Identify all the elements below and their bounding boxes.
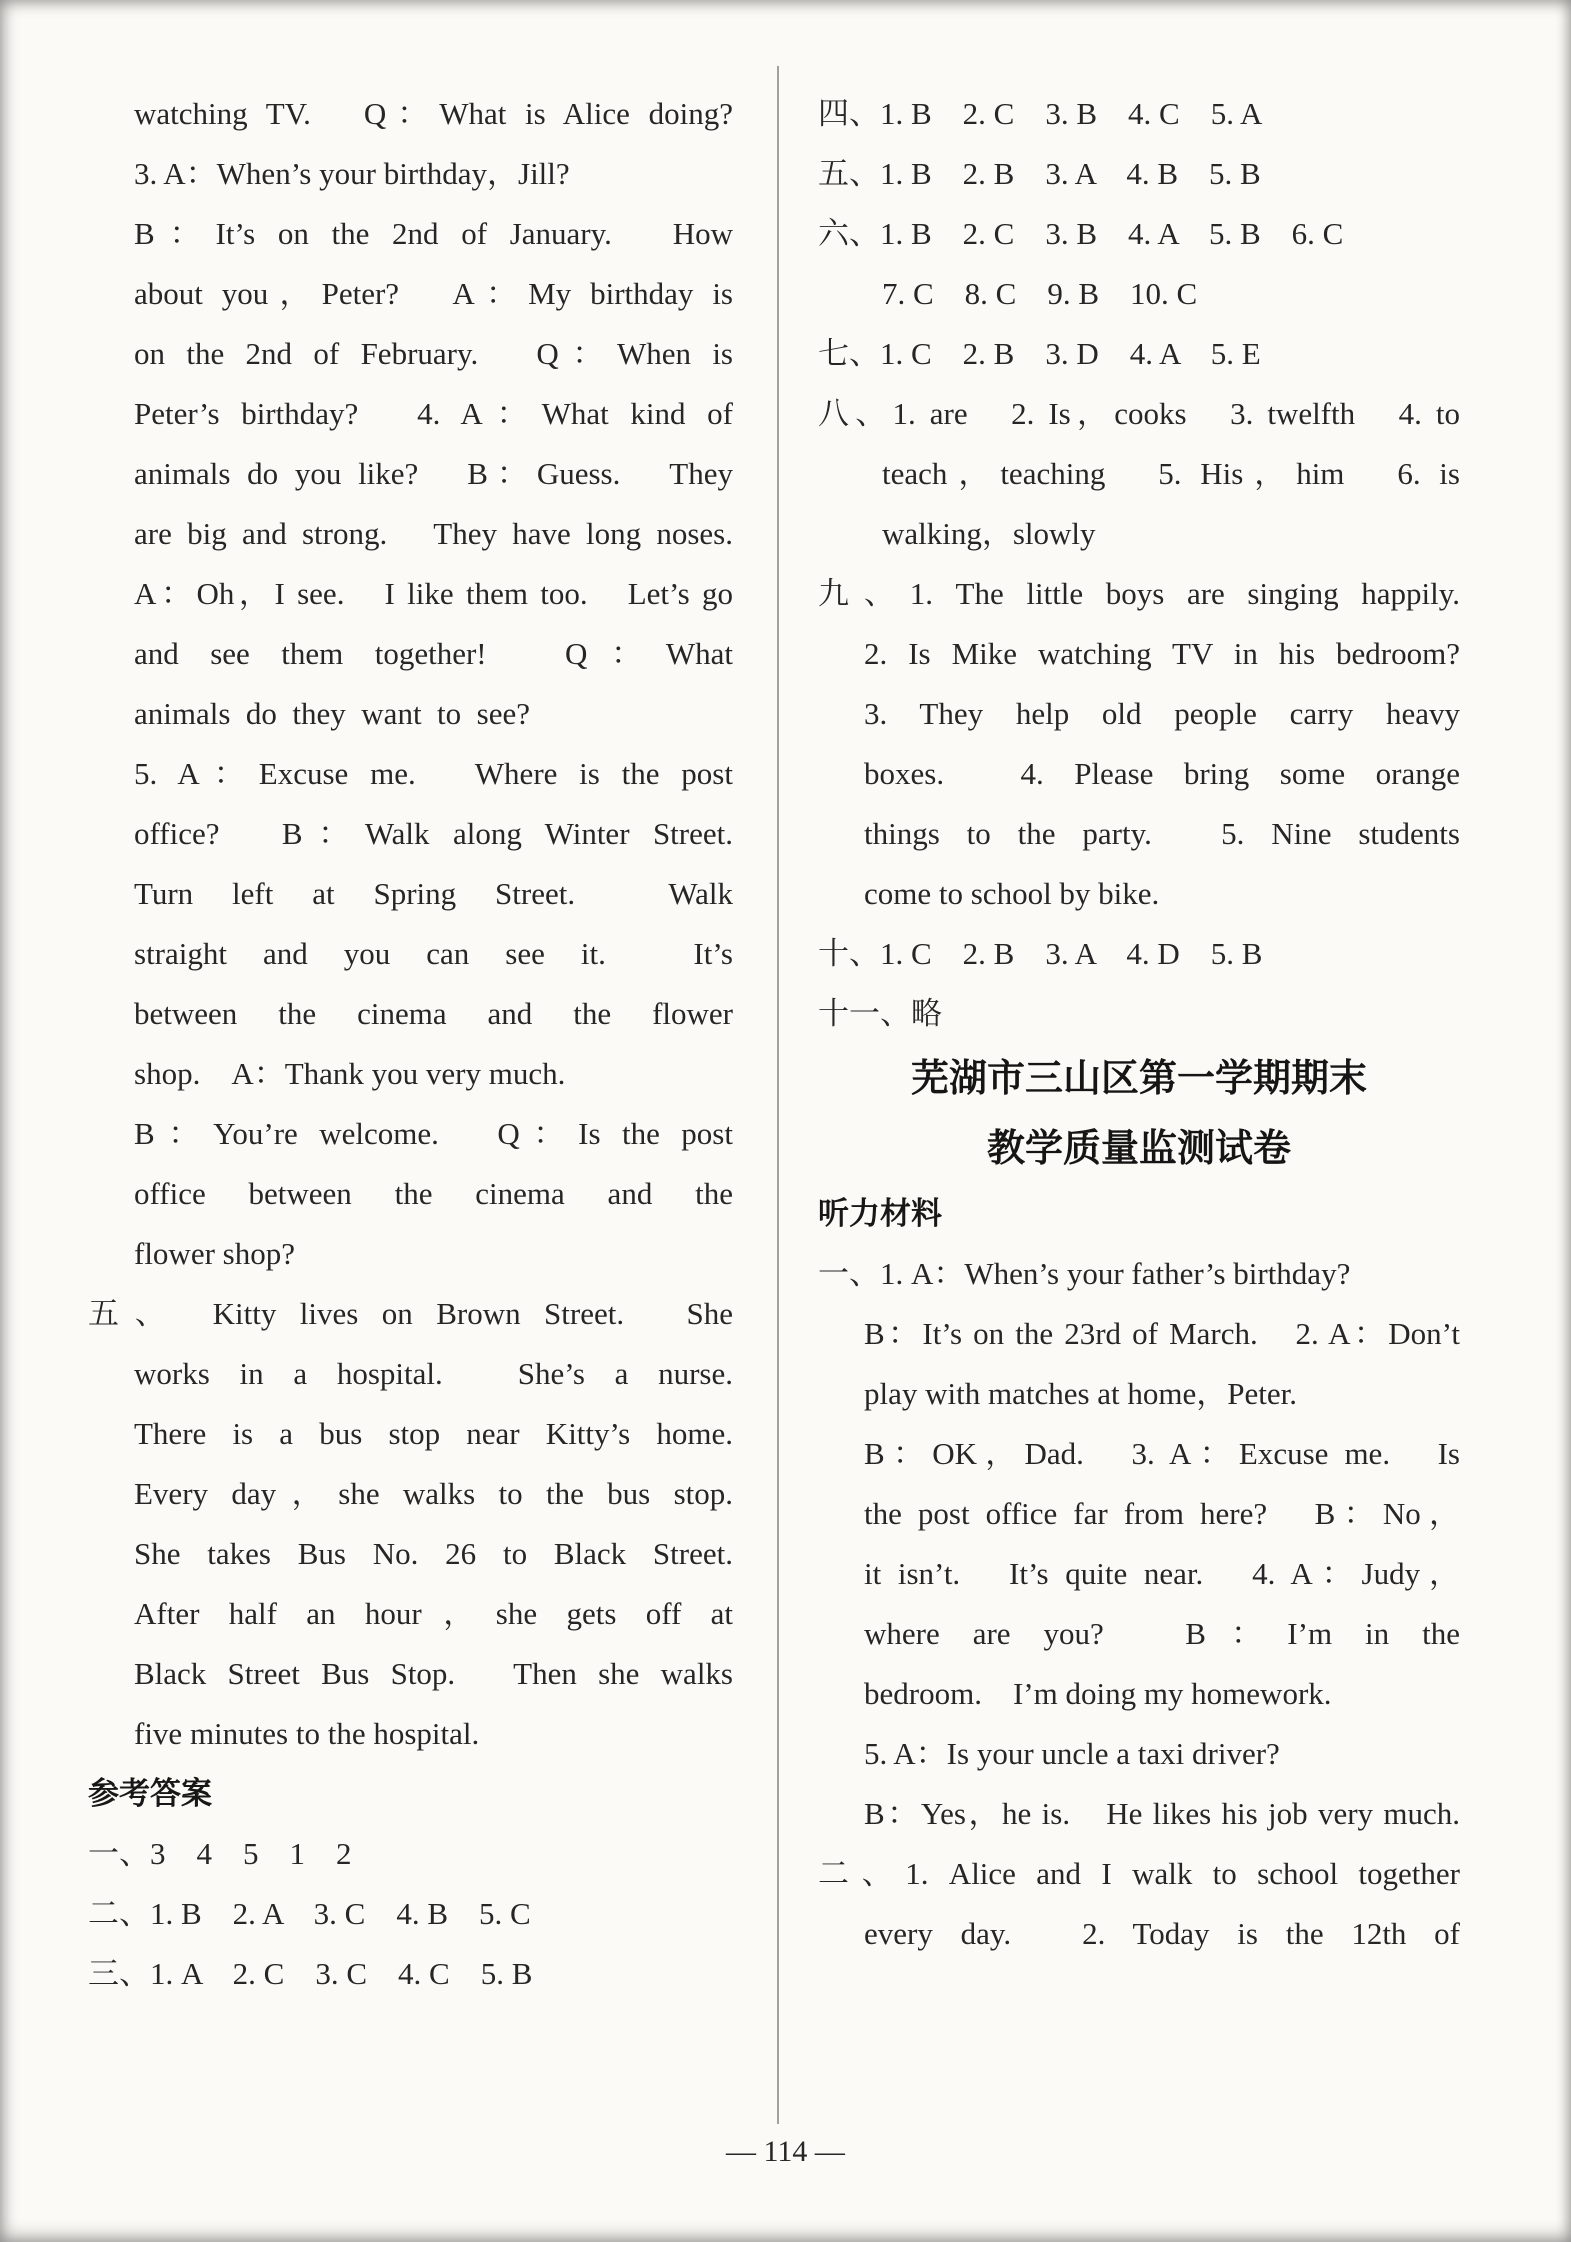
right-column — [818, 84, 1460, 1964]
text-line: 八、1. are 2. Is，cooks 3. twelfth 4. to — [818, 396, 1460, 431]
text-line: walking，slowly — [882, 516, 1096, 551]
text-line: office? B：Walk along Winter Street. — [134, 816, 733, 851]
text-line: 二、1. Alice and I walk to school together — [818, 1856, 1460, 1891]
text-line: 7. C 8. C 9. B 10. C — [882, 276, 1198, 311]
text-line: She takes Bus No. 26 to Black Street. — [134, 1536, 733, 1571]
text-line: and see them together! Q：What — [134, 636, 733, 671]
text-line: A：Oh，I see. I like them too. Let’s go — [134, 576, 733, 611]
section-heading: 芜湖市三山区第一学期期末 — [910, 1058, 1367, 1100]
text-line: shop. A：Thank you very much. — [134, 1056, 566, 1091]
text-line: it isn’t. It’s quite near. 4. A：Judy， — [864, 1556, 1460, 1591]
text-line: B：Yes，he is. He likes his job very much. — [864, 1796, 1460, 1831]
text-line: Every day，she walks to the bus stop. — [134, 1476, 733, 1511]
text-line: B：OK，Dad. 3. A：Excuse me. Is — [864, 1436, 1460, 1471]
text-line: 参考答案 — [88, 1776, 212, 1811]
text-line: Turn left at Spring Street. Walk — [134, 876, 733, 911]
text-line: 一、3 4 5 1 2 — [88, 1836, 352, 1871]
text-line: 十、1. C 2. B 3. A 4. D 5. B — [818, 936, 1263, 971]
text-line: five minutes to the hospital. — [134, 1716, 480, 1751]
text-line: on the 2nd of February. Q：When is — [134, 336, 733, 371]
text-line: about you，Peter? A：My birthday is — [134, 276, 733, 311]
text-line: boxes. 4. Please bring some orange — [864, 756, 1460, 791]
text-line: 听力材料 — [818, 1196, 942, 1231]
text-line: where are you? B：I’m in the — [864, 1616, 1460, 1651]
text-line: works in a hospital. She’s a nurse. — [134, 1356, 733, 1391]
text-line: watching TV. Q：What is Alice doing? — [134, 96, 733, 131]
text-line: Black Street Bus Stop. Then she walks — [134, 1656, 733, 1691]
text-line: B：It’s on the 2nd of January. How — [134, 216, 733, 251]
text-line: come to school by bike. — [864, 876, 1160, 911]
text-line: animals do they want to see? — [134, 696, 531, 731]
text-line: 5. A：Excuse me. Where is the post — [134, 756, 733, 791]
text-line: bedroom. I’m doing my homework. — [864, 1676, 1332, 1711]
text-line: the post office far from here? B：No， — [864, 1496, 1460, 1531]
text-line: are big and strong. They have long noses. — [134, 516, 733, 551]
text-line: Peter’s birthday? 4. A：What kind of — [134, 396, 733, 431]
text-line: 2. Is Mike watching TV in his bedroom? — [864, 636, 1460, 671]
text-line: 一、1. A：When’s your father’s birthday? — [818, 1256, 1351, 1291]
text-line: play with matches at home，Peter. — [864, 1376, 1298, 1411]
text-line: things to the party. 5. Nine students — [864, 816, 1460, 851]
text-line: After half an hour，she gets off at — [134, 1596, 733, 1631]
text-line: between the cinema and the flower — [134, 996, 733, 1031]
column-divider — [777, 66, 779, 2124]
text-line: B：It’s on the 23rd of March. 2. A：Don’t — [864, 1316, 1460, 1351]
text-line: 二、1. B 2. A 3. C 4. B 5. C — [88, 1896, 531, 1931]
text-line: 六、1. B 2. C 3. B 4. A 5. B 6. C — [818, 216, 1344, 251]
text-line: 四、1. B 2. C 3. B 4. C 5. A — [818, 96, 1263, 131]
text-line: 十一、略 — [818, 996, 942, 1031]
text-line: 五、1. B 2. B 3. A 4. B 5. B — [818, 156, 1261, 191]
section-heading: 教学质量监测试卷 — [986, 1128, 1291, 1170]
text-line: straight and you can see it. It’s — [134, 936, 733, 971]
text-line: teach，teaching 5. His，him 6. is — [882, 456, 1460, 491]
text-line: 三、1. A 2. C 3. C 4. C 5. B — [88, 1956, 533, 1991]
text-line: 3. They help old people carry heavy — [864, 696, 1460, 731]
text-line: office between the cinema and the — [134, 1176, 733, 1211]
text-line: There is a bus stop near Kitty’s home. — [134, 1416, 733, 1451]
page-number: — 114 — — [726, 2135, 845, 2168]
text-line: animals do you like? B：Guess. They — [134, 456, 733, 491]
text-line: B：You’re welcome. Q：Is the post — [134, 1116, 733, 1151]
text-line: every day. 2. Today is the 12th of — [864, 1916, 1460, 1951]
text-line: 5. A：Is your uncle a taxi driver? — [864, 1736, 1280, 1771]
text-line: 五、 Kitty lives on Brown Street. She — [88, 1296, 733, 1331]
left-column — [88, 84, 733, 2004]
text-line: 七、1. C 2. B 3. D 4. A 5. E — [818, 336, 1261, 371]
text-line: 3. A：When’s your birthday，Jill? — [134, 156, 570, 191]
text-line: 九、1. The little boys are singing happily. — [818, 576, 1460, 611]
text-line: flower shop? — [134, 1236, 295, 1271]
